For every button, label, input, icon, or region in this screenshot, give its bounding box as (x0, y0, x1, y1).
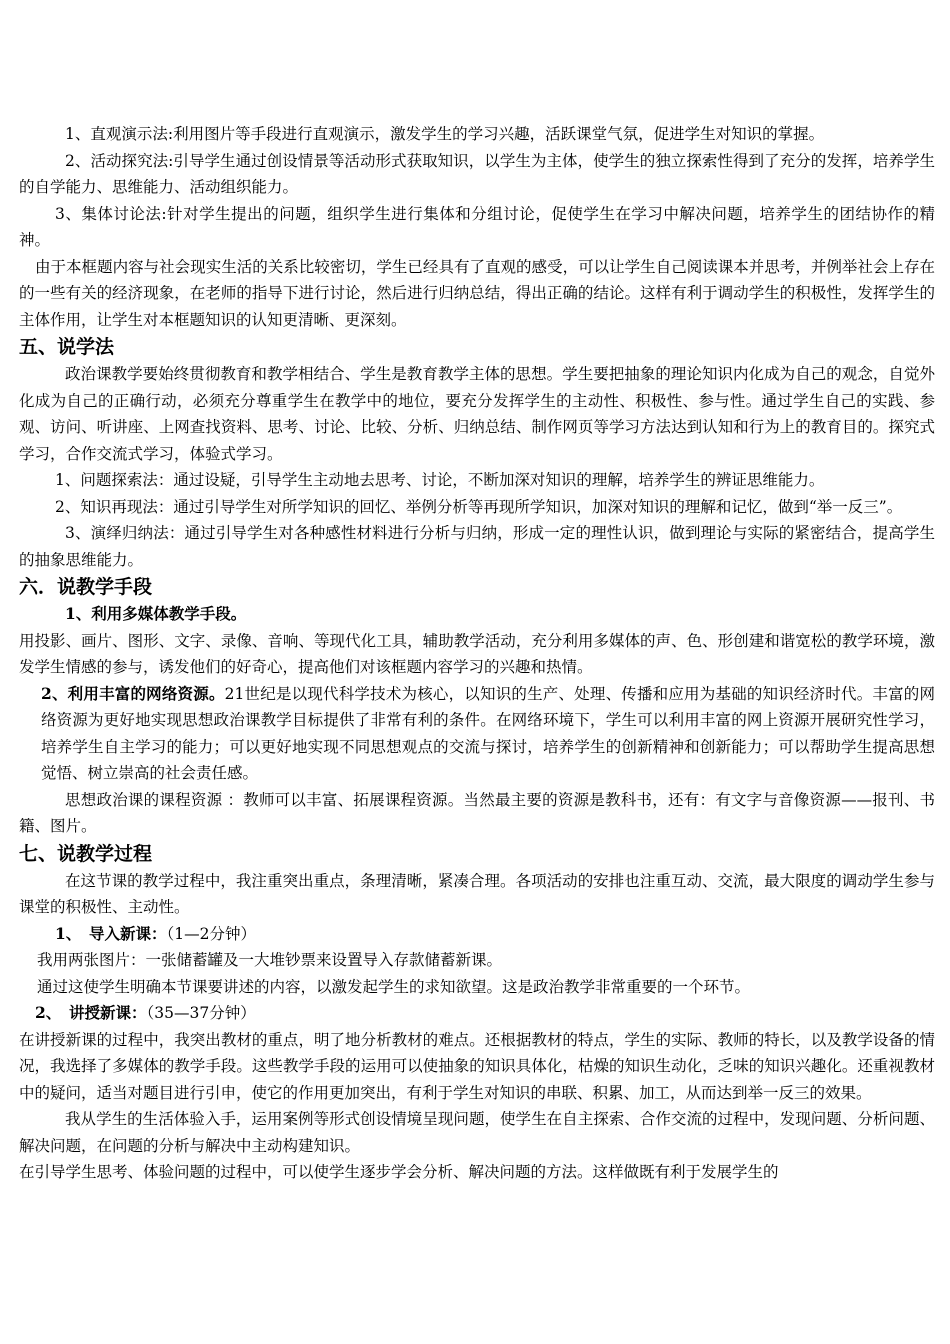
new-lesson-paragraph-2: 我从学生的生活体验入手，运用案例等形式创设情境呈现问题，使学生在自主探索、合作交流的过程中，发现问题、分析问题、解决问题，在问题的分析与解决中主动构建知识。 (19, 1110, 935, 1155)
process-intro-paragraph: 在这节课的教学过程中，我注重突出重点，条理清晰，紧凑合理。各项活动的安排也注重互动、交流，最大限度的调动学生参与课堂的积极性、主动性。 (19, 871, 935, 916)
learning-method-3: 3、演绎归纳法：通过引导学生对各种感性材料进行分析与归纳，形成一定的理性认识，做到理论与实际的紧密结合，提高学生的抽象思维能力。 (19, 524, 935, 569)
document-page (19, 121, 935, 1186)
section-heading-7: 七、说教学过程 (19, 842, 153, 865)
subheading-intro-lesson (19, 921, 935, 948)
subheading-multimedia: 1、利用多媒体教学手段。 (65, 604, 247, 623)
multimedia-paragraph: 用投影、画片、图形、文字、录像、音响、等现代化工具，辅助教学活动，充分利用多媒体的声、色、形创建和谐宽松的教学环境，激发学生情感的参与，诱发他们的好奇心，提高他们对该框题内容学习的兴趣和热情。 (19, 631, 935, 676)
section-heading-6: 六．说教学手段 (19, 576, 153, 598)
method-paragraph-3: 3、集体讨论法:针对学生提出的问题，组织学生进行集体和分组讨论，促使学生在学习中解决问题，培养学生的团结协作的精神。 (19, 204, 935, 249)
network-paragraph (19, 681, 935, 787)
intro-lesson-paragraph-2: 通过这使学生明确本节课要讲述的内容，以激发起学生的求知欲望。这是政治教学非常重要的一个环节。 (37, 977, 751, 996)
course-resource-paragraph: 思想政治课的课程资源 ：教师可以丰富、拓展课程资源。当然最主要的资源是教科书，还有：有文字与音像资源——报刊、书籍、图片。 (19, 790, 935, 835)
intro-lesson-time: （1—2分钟） (166, 924, 257, 943)
new-lesson-time: （35—37分钟） (146, 1004, 256, 1022)
learning-method-1: 1、问题探索法：通过设疑，引导学生主动地去思考、讨论，不断加深对知识的理解，培养学生的辨证思维能力。 (55, 471, 825, 489)
subheading-network: 2、利用丰富的网络资源。 (41, 683, 225, 703)
new-lesson-label: 2、 讲授新课： (35, 1003, 147, 1022)
learning-method-2: 2、知识再现法：通过引导学生对所学知识的回忆、举例分析等再现所学知识，加深对知识的理解和记忆，做到“举一反三”。 (55, 497, 903, 516)
learning-method-intro: 政治课教学要始终贯彻教育和教学相结合、学生是教育教学主体的思想。学生要把抽象的理论知识内化成为自己的观念，自觉外化成为自己的正确行动，必须充分尊重学生在教学中的地位，要充分发挥学生的主动性、积极性、参与性。通过学生自己的实践、参观、访问、听讲座、上网查找资料、思考、讨论、比较、分析、归纳总结、制作网页等学习方法达到认知和行为上的教育目的。探究式学习，合作交流式学习，体验式学习。 (19, 365, 935, 463)
network-text: 21世纪是以现代科学技术为核心，以知识的生产、处理、传播和应用为基础的知识经济时代。丰富的网络资源为更好地实现思想政治课教学目标提供了非常有利的条件。在网络环境下，学生可以利用丰富的网上资源开展研究性学习，培养学生自主学习的能力；可以更好地实现不同思想观点的交流与探讨，培养学生的创新精神和创新能力；可以帮助学生提高思想觉悟、树立崇高的社会责任感。 (41, 684, 935, 782)
section-heading-5: 五、说学法 (19, 336, 115, 358)
method-paragraph-1: 1、直观演示法:利用图片等手段进行直观演示，激发学生的学习兴趣，活跃课堂气氛，促进学生对知识的掌握。 (65, 125, 825, 143)
method-summary-paragraph: 由于本框题内容与社会现实生活的关系比较密切，学生已经具有了直观的感受，可以让学生自己阅读课本并思考，并例举社会上存在的一些有关的经济现象，在老师的指导下进行讨论，然后进行归纳总结，得出正确的结论。这样有利于调动学生的积极性，发挥学生的主体作用，让学生对本框题知识的认知更清晰、更深刻。 (19, 257, 935, 329)
method-paragraph-2: 2、活动探究法:引导学生通过创设情景等活动形式获取知识，以学生为主体，使学生的独立探索性得到了充分的发挥，培养学生的自学能力、思维能力、活动组织能力。 (19, 151, 935, 196)
intro-lesson-label: 1、 导入新课： (55, 923, 167, 943)
intro-lesson-paragraph-1: 我用两张图片：一张储蓄罐及一大堆钞票来设置导入存款储蓄新课。 (37, 951, 503, 969)
subheading-new-lesson (19, 1000, 935, 1027)
new-lesson-paragraph-1: 在讲授新课的过程中，我突出教材的重点，明了地分析教材的难点。还根据教材的特点，学生的实际、教师的特长，以及教学设备的情况，我选择了多媒体的教学手段。这些教学手段的运用可以使抽象的知识具体化，枯燥的知识生动化，乏味的知识兴趣化。还重视教材中的疑问，适当对题目进行引申，使它的作用更加突出，有利于学生对知识的串联、积累、加工，从而达到举一反三的效果。 (19, 1030, 935, 1102)
new-lesson-paragraph-3: 在引导学生思考、体验问题的过程中，可以使学生逐步学会分析、解决问题的方法。这样做既有利于发展学生的 (19, 1163, 779, 1181)
